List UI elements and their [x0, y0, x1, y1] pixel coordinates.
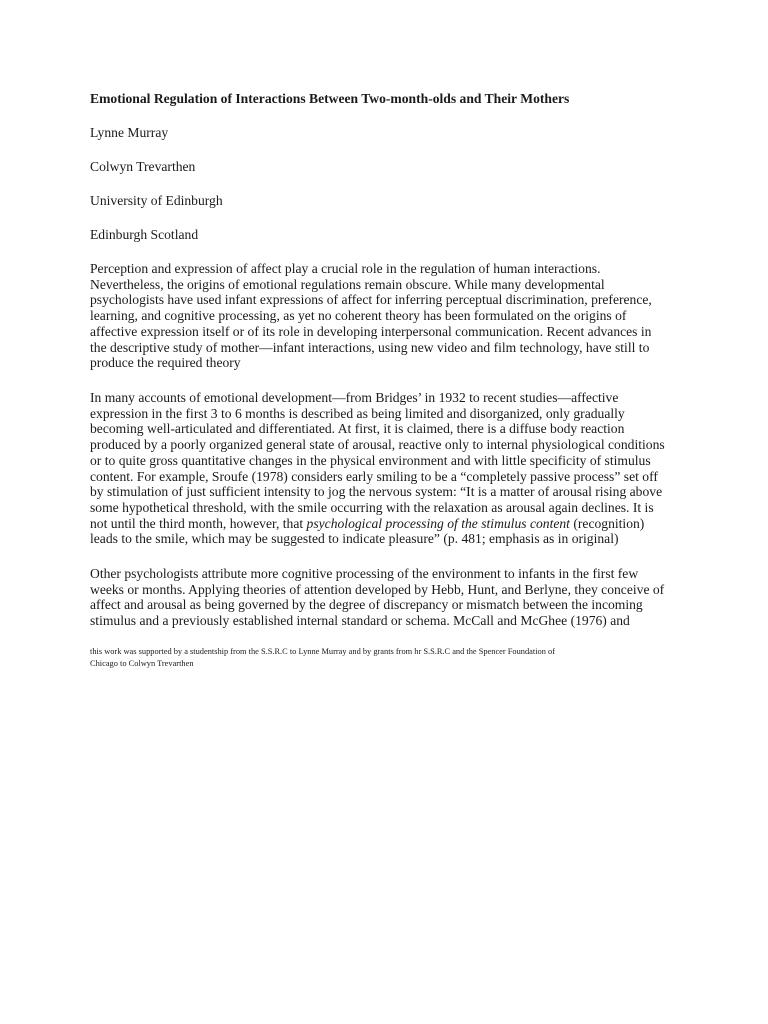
paragraph-line: learning, and cognitive processing, as yet no coherent theory has been formulated on the origins of: [90, 308, 627, 324]
paragraph-line: produced by a poorly organized general state of arousal, reactive only to internal physiological conditions: [90, 437, 665, 453]
paragraph-line: the descriptive study of mother—infant interactions, using new video and film technology, have still to: [90, 339, 650, 355]
paragraph-line: produce the required theory: [90, 355, 241, 371]
body-paragraph-2: [90, 390, 690, 547]
paragraph-line: affect and arousal as being governed by the degree of discrepancy or mismatch between the incoming: [90, 597, 643, 613]
paragraph-line: affective expression itself or of its role in developing interpersonal communication. Recent advances in: [90, 323, 652, 339]
paragraph-line: becoming well-articulated and differentiated. At first, it is claimed, there is a diffuse body reaction: [90, 421, 625, 437]
line-text: not until the third month, however, that: [90, 515, 307, 531]
body-paragraph-1: [90, 261, 690, 371]
paragraph-line: Nevertheless, the origins of emotional regulations remain obscure. While many developmental: [90, 276, 605, 292]
paragraph-line: by stimulation of just sufficient intensity to jog the nervous system: “It is a matter of arousal rising above: [90, 484, 663, 500]
paragraph-line: In many accounts of emotional development—from Bridges’ in 1932 to recent studies—affective: [90, 390, 619, 405]
paragraph-line: stimulus and a previously established internal standard or schema. McCall and McGhee (1976) and: [90, 613, 630, 629]
paragraph-line: psychologists have used infant expressions of affect for inferring perceptual discrimination, preference,: [90, 292, 652, 308]
paragraph-line: leads to the smile, which may be suggested to indicate pleasure” (p. 481; emphasis as in original): [90, 531, 619, 547]
footnote: [90, 646, 690, 669]
paragraph-line: some hypothetical threshold, with the smile occurring with the relaxation as arousal again declines. It is: [90, 499, 654, 515]
paragraph-line: content. For example, Sroufe (1978) considers early smiling to be a “completely passive process” set off: [90, 468, 658, 484]
footnote-line: Chicago to Colwyn Trevarthen: [90, 658, 194, 668]
paragraph-line: Other psychologists attribute more cognitive processing of the environment to infants in the first few: [90, 566, 639, 581]
line-text: (recognition): [569, 515, 645, 531]
paragraph-line: weeks or months. Applying theories of attention developed by Hebb, Hunt, and Berlyne, they conceive of: [90, 581, 665, 597]
document-title: Emotional Regulation of Interactions Between Two-month-olds and Their Mothers: [90, 91, 570, 106]
author-name: Lynne Murray: [90, 125, 169, 140]
author-affiliation: University of Edinburgh: [90, 193, 223, 208]
paragraph-line: Perception and expression of affect play a crucial role in the regulation of human interactions.: [90, 261, 601, 276]
paragraph-line: or to quite gross quantitative changes in the physical environment and with little specificity of stimulus: [90, 452, 651, 468]
emphasized-phrase: psychological processing of the stimulus content: [306, 515, 570, 531]
author-name: Colwyn Trevarthen: [90, 159, 196, 174]
paragraph-line: [90, 516, 690, 532]
author-location: Edinburgh Scotland: [90, 227, 199, 242]
paragraph-line: expression in the first 3 to 6 months is described as being limited and disorganized, only gradually: [90, 405, 625, 421]
footnote-line: this work was supported by a studentship from the S.S.R.C to Lynne Murray and by grants from hr S.S.R.C and the Spencer Foundation of: [90, 647, 555, 656]
body-paragraph-3: [90, 566, 690, 629]
